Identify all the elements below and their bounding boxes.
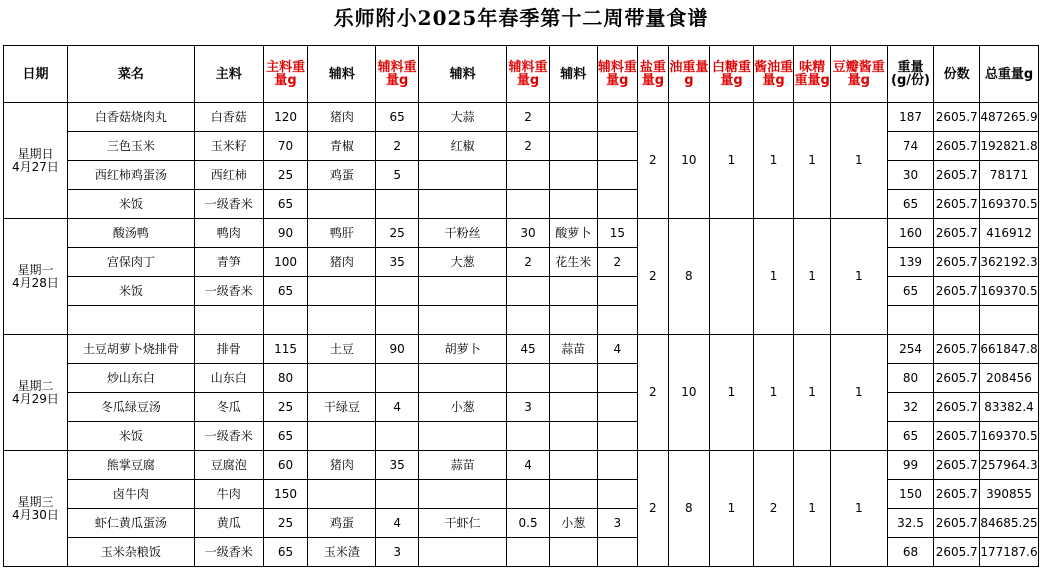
aux2-weight [507,277,550,306]
dish-name: 虾仁黄瓜蛋汤 [67,509,194,538]
aux1-weight: 35 [376,451,419,480]
aux1-weight: 65 [376,103,419,132]
header-dish: 菜名 [67,46,194,103]
oil-weight: 10 [668,335,710,451]
portion-weight: 160 [887,219,934,248]
total-weight: 390855 [980,480,1039,509]
oil-weight: 8 [668,219,710,335]
main-weight [263,306,308,335]
aux1-weight: 25 [376,219,419,248]
menu-table [3,45,1039,567]
aux2-name [418,161,506,190]
header-total: 总重量g [980,46,1039,103]
dish-name: 炒山东白 [67,364,194,393]
salt-weight: 2 [638,451,668,567]
aux2-weight: 0.5 [507,509,550,538]
aux2-name: 红椒 [418,132,506,161]
servings: 2605.7 [934,480,980,509]
main-weight: 25 [263,161,308,190]
total-weight: 192821.8 [980,132,1039,161]
aux2-name [418,190,506,219]
aux3-name [549,306,597,335]
main-weight: 65 [263,422,308,451]
soy-weight: 1 [753,335,794,451]
aux2-weight [507,306,550,335]
main-weight: 120 [263,103,308,132]
aux2-weight: 2 [507,132,550,161]
aux3-weight [597,422,638,451]
weekday-label: 星期二 [17,378,54,393]
aux2-weight: 4 [507,451,550,480]
oil-weight: 8 [668,451,710,567]
aux1-name [308,422,376,451]
servings: 2605.7 [934,248,980,277]
aux2-weight: 45 [507,335,550,364]
aux1-weight: 35 [376,248,419,277]
main-ingredient: 一级香米 [194,277,263,306]
date-label: 4月29日 [12,391,59,406]
header-aux2-weight: 辅料重量g [507,46,550,103]
aux1-weight [376,190,419,219]
servings: 2605.7 [934,393,980,422]
page-title: 乐师附小2025年春季第十二周带量食谱 [333,6,709,30]
header-sugar: 白糖重量g [710,46,754,103]
header-aux3-weight: 辅料重量g [597,46,638,103]
weekday-label: 星期一 [17,262,54,277]
main-weight: 80 [263,364,308,393]
salt-weight: 2 [638,335,668,451]
sugar-weight: 1 [710,335,754,451]
aux3-name [549,451,597,480]
total-weight: 487265.9 [980,103,1039,132]
aux2-name: 大葱 [418,248,506,277]
main-ingredient: 一级香米 [194,190,263,219]
servings [934,306,980,335]
portion-weight: 30 [887,161,934,190]
portion-weight: 187 [887,103,934,132]
bean-weight: 1 [830,451,887,567]
aux2-name [418,277,506,306]
aux2-weight [507,538,550,567]
aux1-name: 玉米渣 [308,538,376,567]
sugar-weight: 1 [710,451,754,567]
aux2-name [418,538,506,567]
main-ingredient: 排骨 [194,335,263,364]
salt-weight: 2 [638,219,668,335]
aux2-name [418,306,506,335]
total-weight [980,306,1039,335]
portion-weight: 65 [887,277,934,306]
aux2-weight: 2 [507,248,550,277]
portion-weight: 254 [887,335,934,364]
aux3-weight [597,393,638,422]
dish-name [67,306,194,335]
dish-name: 米饭 [67,422,194,451]
dish-name: 酸汤鸭 [67,219,194,248]
day-cell [4,451,68,567]
header-aux1-weight: 辅料重量g [376,46,419,103]
dish-name: 米饭 [67,190,194,219]
dish-name: 白香菇烧肉丸 [67,103,194,132]
header-bean: 豆瓣酱重量g [830,46,887,103]
main-ingredient: 冬瓜 [194,393,263,422]
aux3-name [549,161,597,190]
aux3-weight [597,451,638,480]
aux1-name [308,306,376,335]
main-weight: 65 [263,538,308,567]
aux1-name [308,277,376,306]
aux3-name [549,103,597,132]
total-weight: 208456 [980,364,1039,393]
main-ingredient [194,306,263,335]
main-ingredient: 青笋 [194,248,263,277]
aux3-name: 酸萝卜 [549,219,597,248]
portion-weight: 80 [887,364,934,393]
header-aux2: 辅料 [418,46,506,103]
aux3-name [549,393,597,422]
aux2-weight [507,161,550,190]
aux1-weight: 2 [376,132,419,161]
soy-weight: 1 [753,219,794,335]
aux1-name: 青椒 [308,132,376,161]
header-aux3: 辅料 [549,46,597,103]
aux3-weight [597,103,638,132]
aux1-name: 猪肉 [308,248,376,277]
dish-name: 玉米杂粮饭 [67,538,194,567]
aux2-weight [507,364,550,393]
day-cell [4,103,68,219]
aux2-name: 干粉丝 [418,219,506,248]
aux2-weight [507,190,550,219]
aux2-weight: 2 [507,103,550,132]
aux1-weight [376,364,419,393]
weekday-label: 星期三 [17,494,54,509]
msg-weight: 1 [794,219,831,335]
servings: 2605.7 [934,509,980,538]
total-weight: 169370.5 [980,277,1039,306]
aux2-name [418,422,506,451]
servings: 2605.7 [934,219,980,248]
aux2-name: 蒜苗 [418,451,506,480]
portion-weight: 65 [887,422,934,451]
aux3-weight [597,364,638,393]
header-main-weight: 主料重量g [263,46,308,103]
aux2-name: 胡萝卜 [418,335,506,364]
aux3-weight [597,306,638,335]
aux3-weight: 4 [597,335,638,364]
portion-weight: 74 [887,132,934,161]
total-weight: 257964.3 [980,451,1039,480]
total-weight: 169370.5 [980,190,1039,219]
aux3-weight [597,538,638,567]
aux1-name: 土豆 [308,335,376,364]
aux1-name: 鸭肝 [308,219,376,248]
sugar-weight [710,219,754,335]
salt-weight: 2 [638,103,668,219]
aux2-name: 干虾仁 [418,509,506,538]
aux3-weight [597,161,638,190]
aux1-weight: 5 [376,161,419,190]
servings: 2605.7 [934,190,980,219]
aux1-weight: 3 [376,538,419,567]
aux3-weight [597,480,638,509]
aux3-name [549,364,597,393]
main-ingredient: 一级香米 [194,538,263,567]
table-row [4,451,1039,480]
aux3-name [549,132,597,161]
total-weight: 416912 [980,219,1039,248]
total-weight: 661847.8 [980,335,1039,364]
dish-name: 西红柿鸡蛋汤 [67,161,194,190]
day-cell [4,219,68,335]
dish-name: 三色玉米 [67,132,194,161]
servings: 2605.7 [934,364,980,393]
servings: 2605.7 [934,422,980,451]
servings: 2605.7 [934,277,980,306]
aux1-name: 猪肉 [308,451,376,480]
bean-weight: 1 [830,335,887,451]
total-weight: 362192.3 [980,248,1039,277]
aux3-name [549,480,597,509]
aux1-name [308,190,376,219]
dish-name: 熊掌豆腐 [67,451,194,480]
aux1-weight: 4 [376,509,419,538]
main-ingredient: 白香菇 [194,103,263,132]
header-msg: 味精重量g [794,46,831,103]
date-label: 4月30日 [12,507,59,522]
portion-weight: 150 [887,480,934,509]
aux1-weight: 90 [376,335,419,364]
table-row [4,103,1039,132]
oil-weight: 10 [668,103,710,219]
dish-name: 米饭 [67,277,194,306]
total-weight: 78171 [980,161,1039,190]
portion-weight: 32 [887,393,934,422]
date-label: 4月28日 [12,275,59,290]
header-oil: 油重量g [668,46,710,103]
portion-weight [887,306,934,335]
main-ingredient: 玉米籽 [194,132,263,161]
main-weight: 90 [263,219,308,248]
servings: 2605.7 [934,132,980,161]
soy-weight: 2 [753,451,794,567]
aux3-name [549,190,597,219]
portion-weight: 68 [887,538,934,567]
date-label: 4月27日 [12,159,59,174]
soy-weight: 1 [753,103,794,219]
sugar-weight: 1 [710,103,754,219]
main-weight: 25 [263,393,308,422]
aux3-weight: 3 [597,509,638,538]
aux3-weight: 2 [597,248,638,277]
aux3-name [549,422,597,451]
total-weight: 84685.25 [980,509,1039,538]
aux2-name [418,480,506,509]
aux1-name [308,364,376,393]
main-weight: 25 [263,509,308,538]
dish-name: 冬瓜绿豆汤 [67,393,194,422]
header-servings: 份数 [934,46,980,103]
bean-weight: 1 [830,103,887,219]
bean-weight: 1 [830,219,887,335]
aux1-weight [376,306,419,335]
header-aux1: 辅料 [308,46,376,103]
table-row [4,219,1039,248]
aux3-name: 蒜苗 [549,335,597,364]
weekday-label: 星期日 [17,146,54,161]
aux3-weight [597,277,638,306]
dish-name: 宫保肉丁 [67,248,194,277]
main-ingredient: 豆腐泡 [194,451,263,480]
day-cell [4,335,68,451]
main-weight: 65 [263,190,308,219]
aux3-weight [597,132,638,161]
servings: 2605.7 [934,538,980,567]
portion-weight: 65 [887,190,934,219]
aux1-weight [376,480,419,509]
aux3-name: 小葱 [549,509,597,538]
aux1-weight [376,277,419,306]
table-row [4,335,1039,364]
servings: 2605.7 [934,335,980,364]
portion-weight: 139 [887,248,934,277]
servings: 2605.7 [934,103,980,132]
main-ingredient: 黄瓜 [194,509,263,538]
main-weight: 70 [263,132,308,161]
total-weight: 169370.5 [980,422,1039,451]
aux3-name: 花生米 [549,248,597,277]
aux1-weight [376,422,419,451]
main-weight: 100 [263,248,308,277]
aux1-name: 鸡蛋 [308,509,376,538]
aux1-name: 猪肉 [308,103,376,132]
aux1-name: 鸡蛋 [308,161,376,190]
msg-weight: 1 [794,451,831,567]
dish-name: 土豆胡萝卜烧排骨 [67,335,194,364]
portion-weight: 32.5 [887,509,934,538]
main-ingredient: 牛肉 [194,480,263,509]
main-ingredient: 山东白 [194,364,263,393]
servings: 2605.7 [934,161,980,190]
total-weight: 83382.4 [980,393,1039,422]
aux3-weight: 15 [597,219,638,248]
main-ingredient: 鸭肉 [194,219,263,248]
aux2-weight [507,480,550,509]
header-soy: 酱油重量g [753,46,794,103]
aux2-name: 大蒜 [418,103,506,132]
aux2-name: 小葱 [418,393,506,422]
header-weight: 重量(g/份) [887,46,934,103]
header-salt: 盐重量g [638,46,668,103]
aux2-weight: 3 [507,393,550,422]
servings: 2605.7 [934,451,980,480]
header-row [4,46,1039,103]
msg-weight: 1 [794,103,831,219]
aux3-weight [597,190,638,219]
total-weight: 177187.6 [980,538,1039,567]
main-ingredient: 一级香米 [194,422,263,451]
main-weight: 115 [263,335,308,364]
portion-weight: 99 [887,451,934,480]
aux1-name: 干绿豆 [308,393,376,422]
aux3-name [549,538,597,567]
main-weight: 150 [263,480,308,509]
main-weight: 65 [263,277,308,306]
msg-weight: 1 [794,335,831,451]
aux2-weight: 30 [507,219,550,248]
header-date: 日期 [4,46,68,103]
aux2-name [418,364,506,393]
main-weight: 60 [263,451,308,480]
dish-name: 卤牛肉 [67,480,194,509]
header-main: 主料 [194,46,263,103]
aux2-weight [507,422,550,451]
main-ingredient: 西红柿 [194,161,263,190]
aux1-name [308,480,376,509]
aux1-weight: 4 [376,393,419,422]
aux3-name [549,277,597,306]
